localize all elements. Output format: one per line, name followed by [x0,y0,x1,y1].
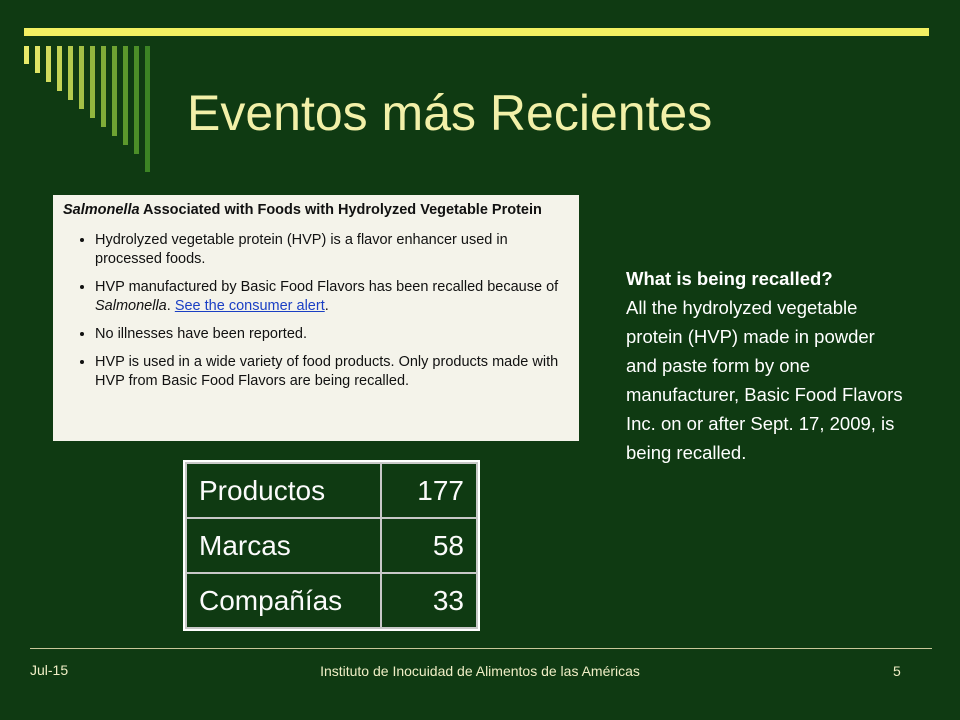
slide-title: Eventos más Recientes [187,85,713,141]
footer-institution: Instituto de Inocuidad de Alimentos de las Américas [320,663,640,679]
alert-bullet: • No illnesses have been reported. [95,325,569,344]
recall-explanation [626,264,906,467]
recall-alert-box [53,195,579,441]
row-value: 58 [381,518,477,573]
alert-bullet: • Hydrolyzed vegetable protein (HVP) is a flavor enhancer used in processed foods. [95,231,569,269]
stripe [123,46,128,145]
stripe [68,46,73,100]
stripe [112,46,117,136]
table-row [186,573,477,628]
footer-date: Jul-15 [30,662,69,678]
table-row [186,463,477,518]
row-value: 177 [381,463,477,518]
alert-bullet: • HVP is used in a wide variety of food products. Only products made with HVP from Basic Food Flavors are being recalled. [95,353,569,391]
stripe [90,46,95,118]
row-label: Compañías [186,573,381,628]
stripe [145,46,150,172]
stripe [57,46,62,91]
stripe [24,46,29,64]
stripe [35,46,40,73]
page-number: 5 [893,663,901,679]
row-label: Marcas [186,518,381,573]
alert-bullet-list [63,231,569,391]
alert-title: Salmonella Associated with Foods with Hydrolyzed Vegetable Protein [63,202,542,218]
stripe [134,46,139,154]
footer-divider [30,648,932,649]
recall-answer: All the hydrolyzed vegetable protein (HVP) made in powder and paste form by one manufacturer, Basic Food Flavors Inc. on or after Sept. 17, 2009, is being recalled. [626,297,903,463]
recall-question: What is being recalled? [626,268,833,289]
alert-bullet: • HVP manufactured by Basic Food Flavors has been recalled because of Salmonella. See the consumer alert. [95,278,569,316]
table-row [186,518,477,573]
consumer-alert-link[interactable]: See the consumer alert [174,298,325,314]
stripe [101,46,106,127]
row-label: Productos [186,463,381,518]
stripe [46,46,51,82]
recall-stats-table [185,462,478,629]
stripe [79,46,84,109]
row-value: 33 [381,573,477,628]
top-accent-bar [24,28,929,36]
